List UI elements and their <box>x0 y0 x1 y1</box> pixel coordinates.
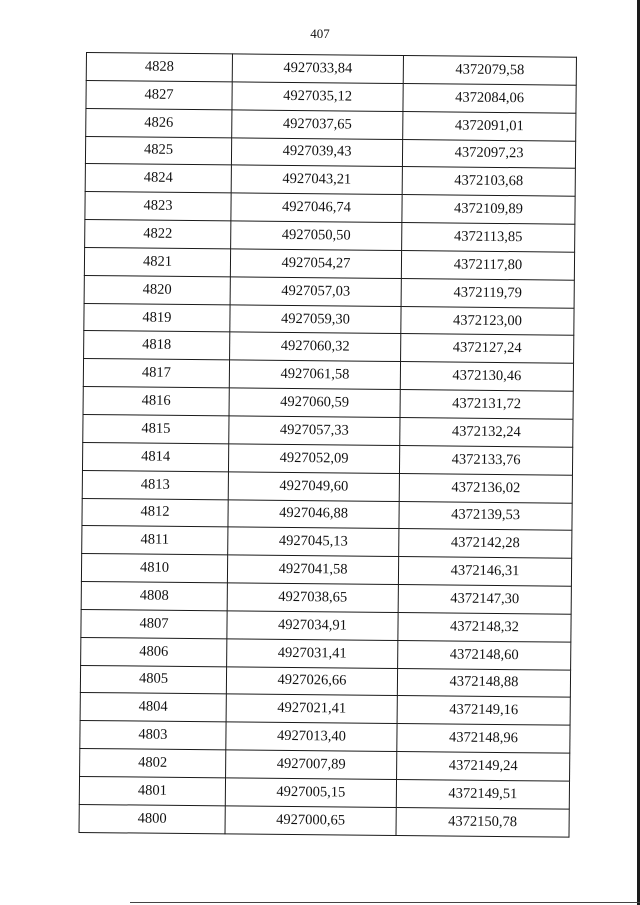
y-coordinate-cell: 4372142,28 <box>399 529 572 559</box>
y-coordinate-cell: 4372133,76 <box>399 445 572 475</box>
x-coordinate-cell: 4927060,59 <box>229 388 400 417</box>
y-coordinate-cell: 4372148,96 <box>397 724 570 754</box>
y-coordinate-cell: 4372097,23 <box>402 139 575 169</box>
point-number-cell: 4821 <box>84 247 230 276</box>
point-number-cell: 4825 <box>85 136 231 165</box>
point-number-cell: 4813 <box>82 470 228 499</box>
point-number-cell: 4802 <box>80 749 226 778</box>
y-coordinate-cell: 4372130,46 <box>400 362 573 392</box>
x-coordinate-cell: 4927039,43 <box>231 137 402 166</box>
x-coordinate-cell: 4927046,88 <box>228 499 399 528</box>
y-coordinate-cell: 4372149,24 <box>397 752 570 782</box>
point-number-cell: 4817 <box>83 359 229 388</box>
point-number-cell: 4824 <box>85 164 231 193</box>
coordinates-table-body <box>79 53 576 837</box>
x-coordinate-cell: 4927033,84 <box>232 54 403 83</box>
point-number-cell: 4823 <box>85 192 231 221</box>
x-coordinate-cell: 4927052,09 <box>228 444 399 473</box>
point-number-cell: 4805 <box>80 665 226 694</box>
x-coordinate-cell: 4927054,27 <box>230 249 401 278</box>
x-coordinate-cell: 4927005,15 <box>225 778 396 807</box>
point-number-cell: 4807 <box>81 609 227 638</box>
x-coordinate-cell: 4927045,13 <box>228 527 399 556</box>
y-coordinate-cell: 4372148,32 <box>398 612 571 642</box>
page-number: 407 <box>310 26 330 41</box>
point-number-cell: 4804 <box>80 693 226 722</box>
x-coordinate-cell: 4927034,91 <box>227 611 398 640</box>
x-coordinate-cell: 4927043,21 <box>231 165 402 194</box>
point-number-cell: 4800 <box>79 804 225 833</box>
y-coordinate-cell: 4372123,00 <box>401 306 574 336</box>
point-number-cell: 4811 <box>82 526 228 555</box>
x-coordinate-cell: 4927007,89 <box>226 750 397 779</box>
y-coordinate-cell: 4372119,79 <box>401 278 574 308</box>
point-number-cell: 4814 <box>82 442 228 471</box>
y-coordinate-cell: 4372113,85 <box>402 223 575 253</box>
y-coordinate-cell: 4372136,02 <box>399 473 572 503</box>
y-coordinate-cell: 4372091,01 <box>403 111 576 141</box>
y-coordinate-cell: 4372146,31 <box>398 557 571 587</box>
x-coordinate-cell: 4927000,65 <box>225 806 396 835</box>
x-coordinate-cell: 4927059,30 <box>230 304 401 333</box>
x-coordinate-cell: 4927037,65 <box>232 110 403 139</box>
point-number-cell: 4808 <box>81 582 227 611</box>
x-coordinate-cell: 4927057,33 <box>229 416 400 445</box>
x-coordinate-cell: 4927046,74 <box>231 193 402 222</box>
x-coordinate-cell: 4927057,03 <box>230 277 401 306</box>
point-number-cell: 4818 <box>84 331 230 360</box>
point-number-cell: 4822 <box>85 220 231 249</box>
x-coordinate-cell: 4927049,60 <box>228 472 399 501</box>
y-coordinate-cell: 4372084,06 <box>403 83 576 113</box>
point-number-cell: 4812 <box>82 498 228 527</box>
point-number-cell: 4820 <box>84 275 230 304</box>
point-number-cell: 4801 <box>79 776 225 805</box>
point-number-cell: 4826 <box>86 108 232 137</box>
y-coordinate-cell: 4372148,60 <box>398 640 571 670</box>
y-coordinate-cell: 4372149,16 <box>397 696 570 726</box>
y-coordinate-cell: 4372147,30 <box>398 585 571 615</box>
x-coordinate-cell: 4927021,41 <box>226 694 397 723</box>
y-coordinate-cell: 4372109,89 <box>402 195 575 225</box>
y-coordinate-cell: 4372127,24 <box>401 334 574 364</box>
point-number-cell: 4816 <box>83 387 229 416</box>
x-coordinate-cell: 4927013,40 <box>226 722 397 751</box>
y-coordinate-cell: 4372132,24 <box>400 417 573 447</box>
point-number-cell: 4827 <box>86 80 232 109</box>
scan-edge-bottom <box>130 902 640 903</box>
x-coordinate-cell: 4927031,41 <box>227 639 398 668</box>
x-coordinate-cell: 4927060,32 <box>230 332 401 361</box>
point-number-cell: 4828 <box>86 53 232 82</box>
y-coordinate-cell: 4372139,53 <box>399 501 572 531</box>
point-number-cell: 4819 <box>84 303 230 332</box>
x-coordinate-cell: 4927061,58 <box>229 360 400 389</box>
y-coordinate-cell: 4372148,88 <box>397 668 570 698</box>
table-row <box>79 804 569 837</box>
y-coordinate-cell: 4372079,58 <box>403 56 576 86</box>
x-coordinate-cell: 4927035,12 <box>232 82 403 111</box>
coordinates-table <box>79 52 577 837</box>
y-coordinate-cell: 4372131,72 <box>400 390 573 420</box>
point-number-cell: 4803 <box>80 721 226 750</box>
y-coordinate-cell: 4372103,68 <box>402 167 575 197</box>
y-coordinate-cell: 4372117,80 <box>401 250 574 280</box>
y-coordinate-cell: 4372150,78 <box>396 807 569 837</box>
point-number-cell: 4810 <box>81 554 227 583</box>
point-number-cell: 4815 <box>83 414 229 443</box>
x-coordinate-cell: 4927026,66 <box>226 666 397 695</box>
x-coordinate-cell: 4927050,50 <box>231 221 402 250</box>
x-coordinate-cell: 4927038,65 <box>227 583 398 612</box>
point-number-cell: 4806 <box>81 637 227 666</box>
y-coordinate-cell: 4372149,51 <box>396 779 569 809</box>
x-coordinate-cell: 4927041,58 <box>227 555 398 584</box>
